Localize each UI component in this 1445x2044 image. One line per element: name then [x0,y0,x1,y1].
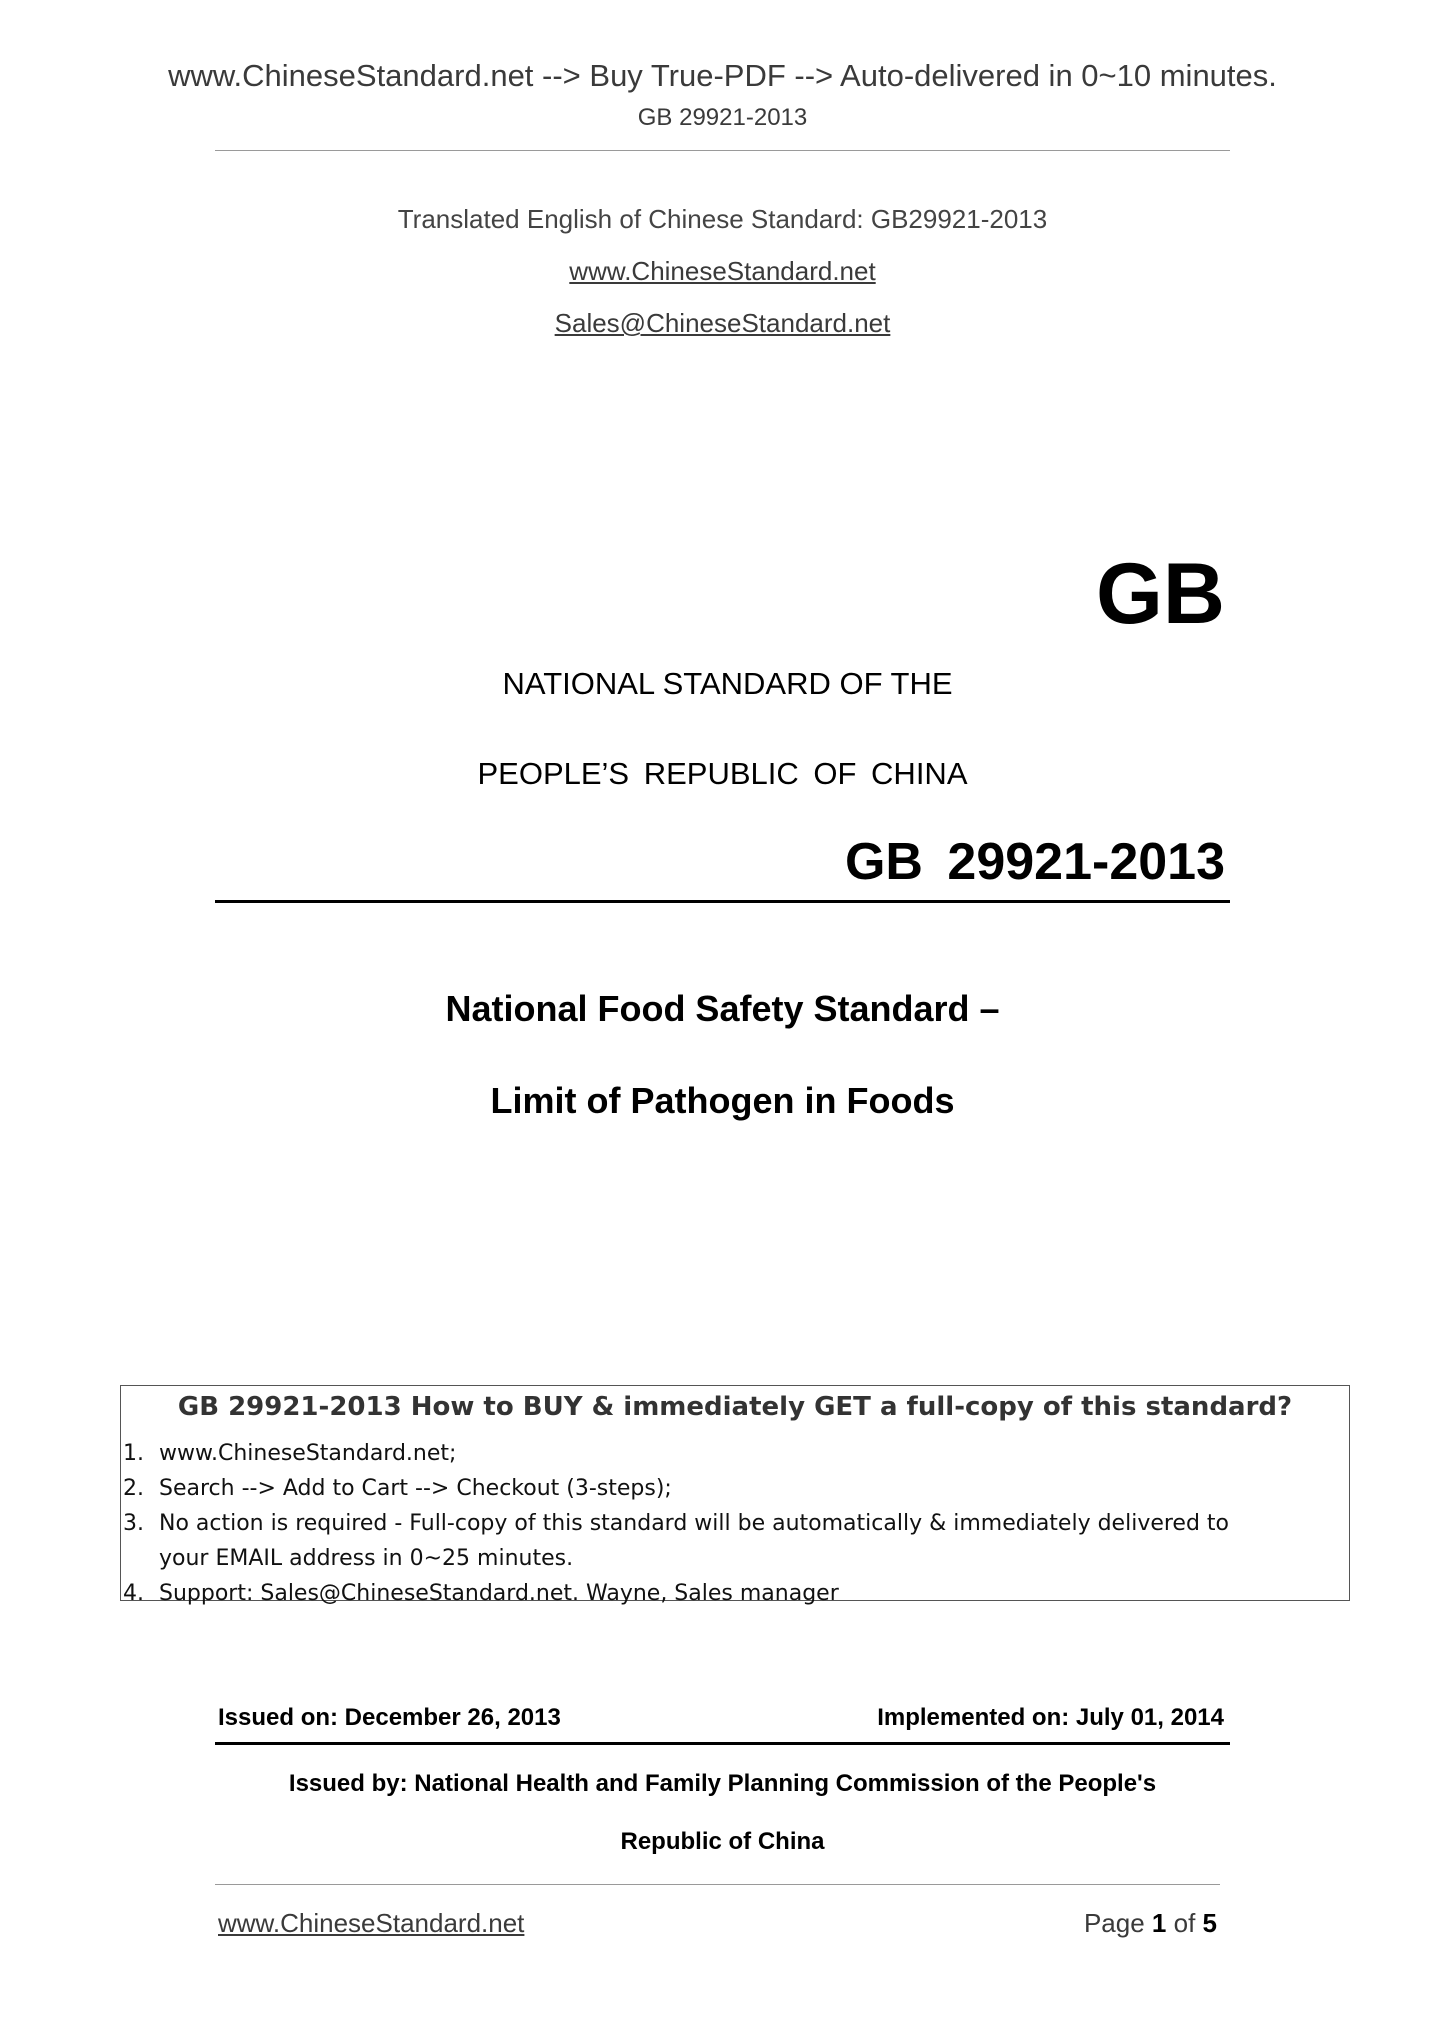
buy-steps-list [123,1436,1229,1611]
footer-divider [215,1884,1220,1885]
list-item-text: www.ChineseStandard.net; [159,1441,457,1466]
list-item [123,1506,1229,1541]
site-link[interactable]: www.ChineseStandard.net [569,256,876,286]
list-item-text: No action is required - Full-copy of this standard will be automatically & immediately delivered to [159,1511,1230,1536]
list-item-text: Search --> Add to Cart --> Checkout (3-steps); [159,1476,672,1501]
page-prefix: Page [1083,1908,1152,1938]
list-item [123,1436,1229,1471]
list-item-number: 1. [123,1441,144,1466]
dates-divider [215,1742,1230,1745]
buy-info-box [120,1385,1350,1606]
list-item-continuation: your EMAIL address in 0~25 minutes. [159,1546,574,1571]
issuer-line2: Republic of China [620,1828,825,1855]
gb-mark: GB [1096,546,1225,642]
issuer-line1: Issued by: National Health and Family Planning Commission of the People's [288,1770,1157,1797]
list-item [123,1576,1229,1611]
cover-divider [215,900,1230,903]
list-item-number: 3. [123,1511,144,1536]
issued-on-date: Issued on: December 26, 2013 [218,1704,561,1731]
prc-line: PEOPLE’S REPUBLIC OF CHINA [477,756,968,791]
header-standard-code: GB 29921-2013 [637,104,808,131]
header-divider [215,150,1230,151]
header-banner: www.ChineseStandard.net --> Buy True-PDF --> Auto-delivered in 0~10 minutes. [168,58,1277,93]
implemented-on-date: Implemented on: July 01, 2014 [877,1704,1224,1731]
national-standard-line: NATIONAL STANDARD OF THE [502,666,953,701]
list-item-number: 4. [123,1581,144,1606]
document-title-line1: National Food Safety Standard – [445,988,1000,1029]
standard-code: GB 29921-2013 [844,833,1225,891]
page-mid: of [1166,1908,1203,1938]
sales-email-link[interactable]: Sales@ChineseStandard.net [554,308,891,338]
page-current: 1 [1151,1908,1167,1938]
list-item [123,1471,1229,1506]
buy-box-title: GB 29921-2013 How to BUY & immediately GET a full-copy of this standard? [177,1392,1293,1422]
page-total: 5 [1202,1908,1217,1938]
site-link-wrap [0,256,1445,287]
sales-link-wrap [0,308,1445,339]
list-item-text: Support: Sales@ChineseStandard.net. Wayne, Sales manager [159,1581,839,1606]
document-title-line2: Limit of Pathogen in Foods [490,1080,955,1121]
page-number [1084,1908,1217,1939]
footer-site-link[interactable]: www.ChineseStandard.net [218,1908,525,1938]
translated-notice: Translated English of Chinese Standard: GB29921-2013 [397,204,1048,234]
list-item-number: 2. [123,1476,144,1501]
